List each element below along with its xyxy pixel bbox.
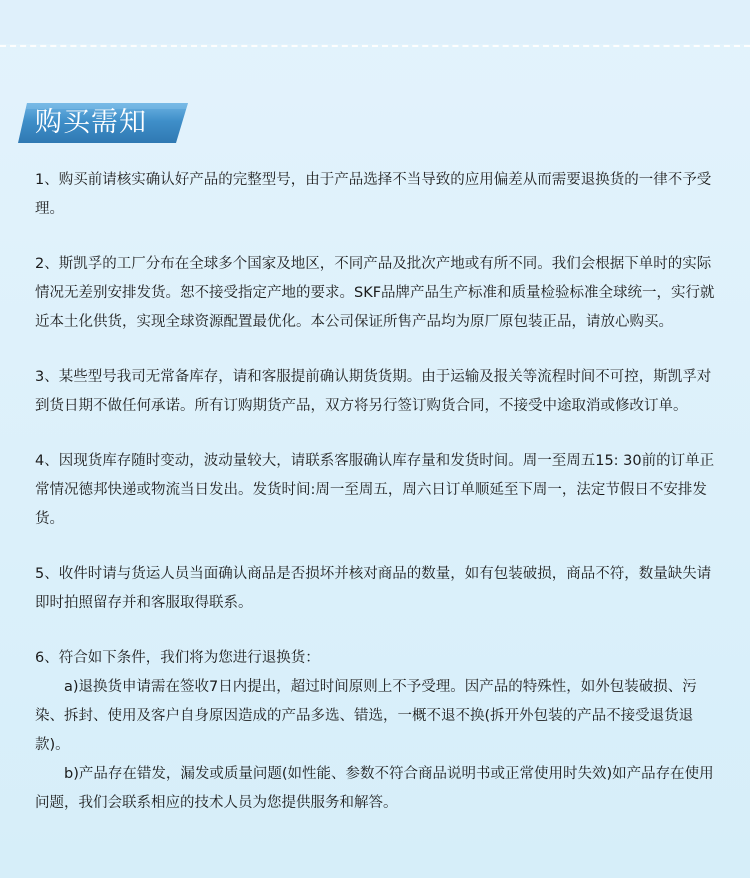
notice-paragraph-5: 5、收件时请与货运人员当面确认商品是否损坏并核对商品的数量，如有包装破损，商品不符，数量缺失请即时拍照留存并和客服取得联系。 <box>35 566 712 611</box>
paragraph-gap <box>35 337 715 363</box>
notice-paragraph-6-intro: 6、符合如下条件，我们将为您进行退换货： <box>35 650 320 666</box>
top-band <box>0 0 750 44</box>
paragraph-gap <box>35 224 715 250</box>
notice-content <box>35 166 715 818</box>
paragraph-gap <box>35 534 715 560</box>
notice-paragraph-2: 2、斯凯孚的工厂分布在全球多个国家及地区，不同产品及批次产地或有所不同。我们会根据下单时的实际情况无差别安排发货。恕不接受指定产地的要求。SKF品牌产品生产标准和质量检验标准全球统一，实行就近本土化供货，实现全球资源配置最优化。本公司保证所售产品均为原厂原包装正品，请放心购买。 <box>35 256 715 330</box>
dashed-divider <box>0 45 750 47</box>
notice-paragraph-3: 3、某些型号我司无常备库存，请和客服提前确认期货货期。由于运输及报关等流程时间不可控，斯凯孚对到货日期不做任何承诺。所有订购期货产品，双方将另行签订购货合同，不接受中途取消或修改订单。 <box>35 369 712 414</box>
paragraph-gap <box>35 421 715 447</box>
paragraph-gap <box>35 618 715 644</box>
notice-paragraph-1: 1、购买前请核实确认好产品的完整型号，由于产品选择不当导致的应用偏差从而需要退换货的一律不予受理。 <box>35 172 712 217</box>
section-heading <box>18 103 188 143</box>
page-title: 购买需知 <box>35 107 147 138</box>
notice-paragraph-4: 4、因现货库存随时变动，波动量较大，请联系客服确认库存量和发货时间。周一至周五15: 30前的订单正常情况德邦快递或物流当日发出。发货时间:周一至周五，周六日订单顺延至下周一，法定节假日不安排发货。 <box>35 453 715 527</box>
notice-item-a: a)退换货申请需在签收7日内提出，超过时间原则上不予受理。因产品的特殊性，如外包装破损、污染、拆封、使用及客户自身原因造成的产品多选、错选，一概不退不换(拆开外包装的产品不接受退货退款)。 <box>35 679 697 753</box>
notice-item-b: b)产品存在错发，漏发或质量问题(如性能、参数不符合商品说明书或正常使用时失效)如产品存在使用问题，我们会联系相应的技术人员为您提供服务和解答。 <box>35 766 714 811</box>
